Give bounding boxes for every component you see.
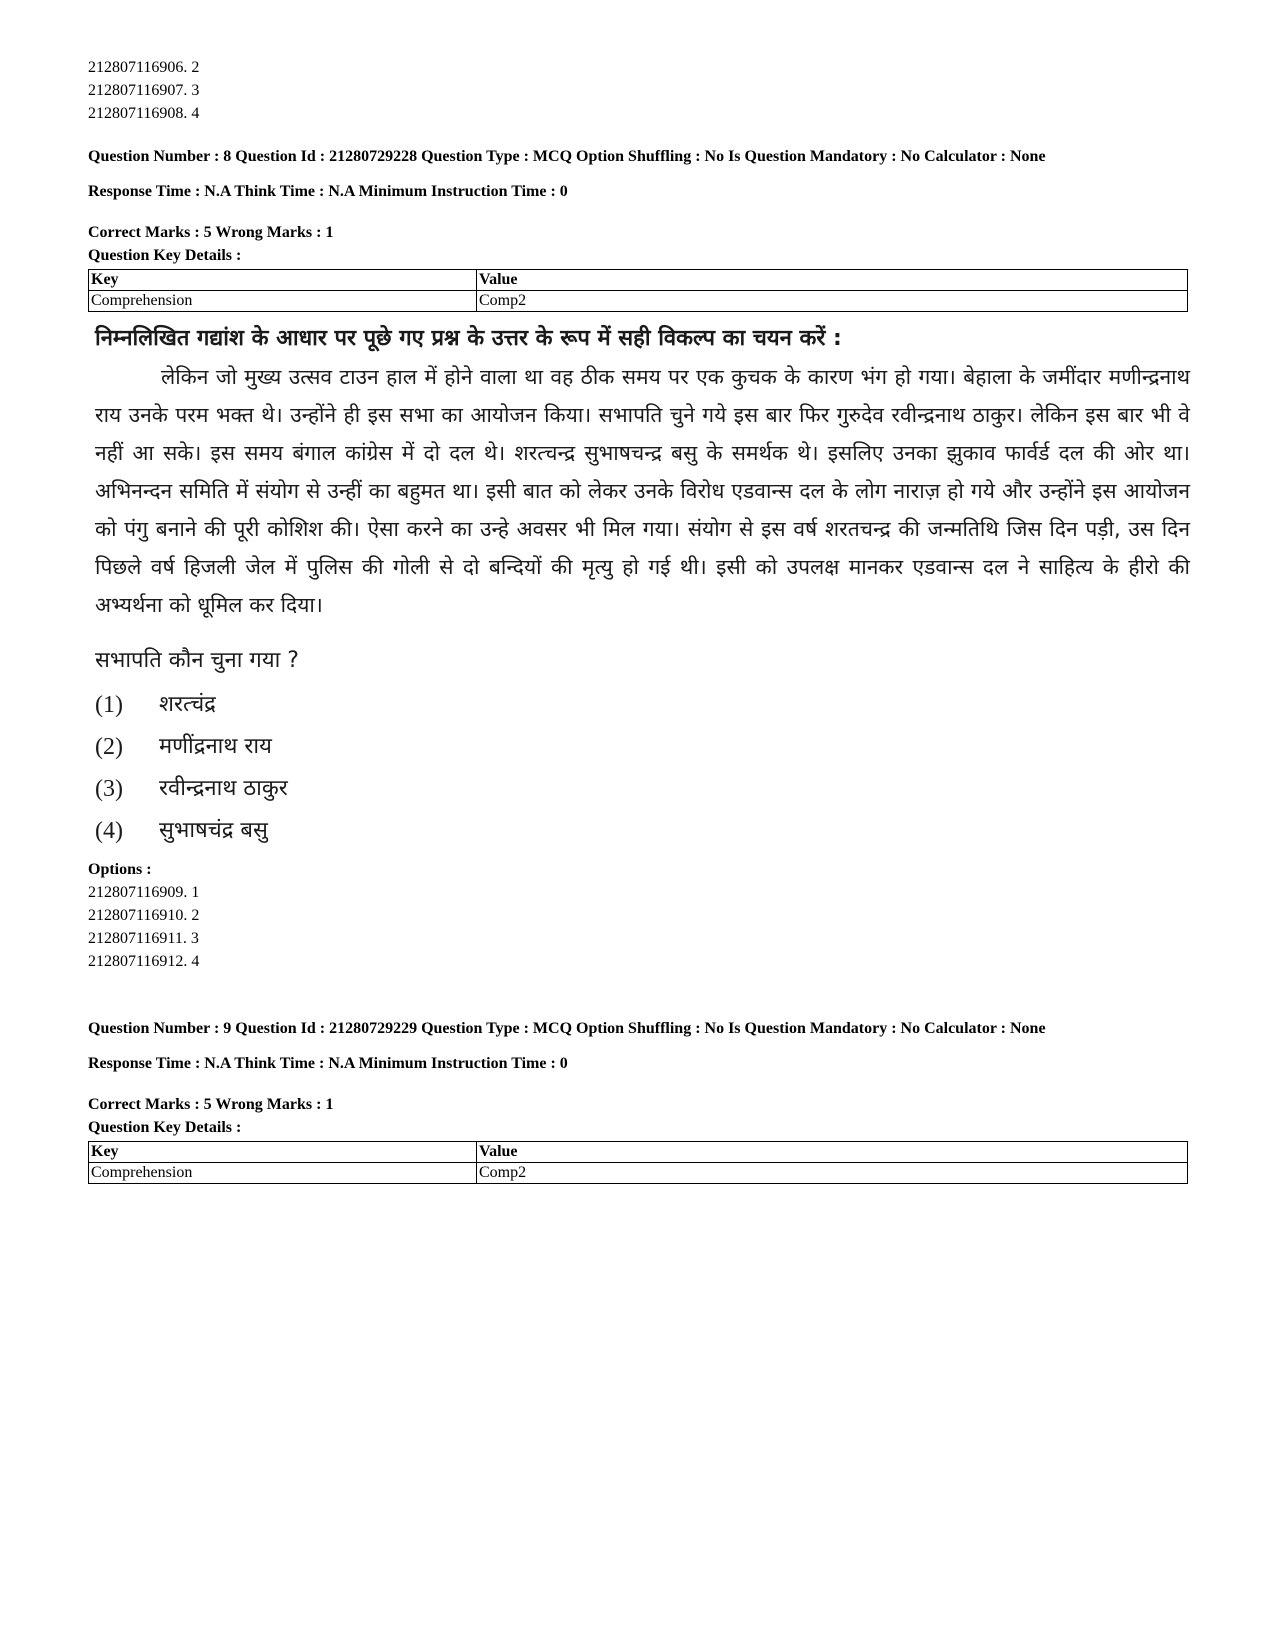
table-header-row (89, 270, 1188, 291)
table-cell-value: Comp2 (477, 1163, 1188, 1184)
option-line: 212807116908. 4 (88, 105, 200, 122)
question-meta-line: Question Number : 8 Question Id : 21280729228 Question Type : MCQ Option Shuffling : No Is Question Mandatory : No Calculator : None (88, 148, 1046, 165)
answer-choice-number: (3) (95, 776, 123, 802)
key-details-table (88, 269, 1188, 312)
table-row (89, 1163, 1188, 1184)
table-header-value: Value (477, 1142, 1188, 1163)
option-line: 212807116910. 2 (88, 907, 200, 924)
answer-choice-text: सुभाषचंद्र बसु (159, 818, 268, 843)
question-9-block (88, 1019, 1188, 1184)
answer-choice (95, 810, 1188, 852)
answer-choice-number: (4) (95, 818, 123, 844)
key-details-label: Question Key Details : (88, 247, 242, 264)
comprehension-passage: लेकिन जो मुख्य उत्सव टाउन हाल में होने वाला था वह ठीक समय पर एक कुचक के कारण भंग हो गया। बेहाला के जमींदार मणीन्द्रनाथ राय उनके परम भक्त थे। उन्होंने ही इस सभा का आयोजन किया। सभापति चुने गये इस बार फिर गुरुदेव रवीन्द्रनाथ ठाकुर। लेकिन इस बार भी वे नहीं आ सके। इस समय बंगाल कांग्रेस में दो दल थे। शरत्चन्द्र सुभाषचन्द्र बसु के समर्थक थे। इसलिए उनका झुकाव फार्वर्ड दल की ओर था। अभिनन्दन समिति में संयोग से उन्हीं का बहुमत था। इसी बात को लेकर उनके विरोध एडवान्स दल के लोग नाराज़ हो गये और उन्होंने इस आयोजन को पंगु बनाने की पूरी कोशिश की। ऐसा करने का उन्हे अवसर भी मिल गया। संयोग से इस वर्ष शरतचन्द्र की जन्मतिथि जिस दिन पड़ी, उस दिन पिछले वर्ष हिजली जेल में पुलिस की गोली से दो बन्दियों की मृत्यु हो गई थी। इसी को उपलक्ष मानकर एडवान्स दल ने साहित्य के हीरो की अभ्यर्थना को धूमिल कर दिया। (95, 365, 1190, 617)
table-header-row (89, 1142, 1188, 1163)
answer-choice (95, 768, 1188, 810)
answer-choice-number: (2) (95, 734, 123, 760)
table-row (89, 291, 1188, 312)
key-details-label: Question Key Details : (88, 1119, 242, 1136)
option-line: 212807116906. 2 (88, 59, 200, 76)
option-line: 212807116907. 3 (88, 82, 200, 99)
answer-choice-number: (1) (95, 692, 123, 718)
question-meta-line: Question Number : 9 Question Id : 21280729229 Question Type : MCQ Option Shuffling : No Is Question Mandatory : No Calculator : None (88, 1020, 1046, 1037)
table-cell-value: Comp2 (477, 291, 1188, 312)
answer-choice-text: रवीन्द्रनाथ ठाकुर (159, 776, 288, 801)
option-line: 212807116911. 3 (88, 930, 199, 947)
question-8-block (88, 147, 1188, 973)
answer-choice-text: शरत्चंद्र (159, 692, 216, 717)
key-details-table (88, 1141, 1188, 1184)
table-header-key: Key (89, 1142, 477, 1163)
answer-choice (95, 684, 1188, 726)
marks-line: Correct Marks : 5 Wrong Marks : 1 (88, 224, 334, 241)
option-line: 212807116912. 4 (88, 953, 200, 970)
options-label: Options : (88, 861, 152, 878)
question-instruction: निम्नलिखित गद्यांश के आधार पर पूछे गए प्रश्न के उत्तर के रूप में सही विकल्प का चयन करें : (95, 326, 842, 351)
question-timing-line: Response Time : N.A Think Time : N.A Minimum Instruction Time : 0 (88, 183, 568, 200)
document-page (88, 56, 1188, 1184)
answer-choice-text: मणींद्रनाथ राय (159, 734, 272, 759)
question-timing-line: Response Time : N.A Think Time : N.A Minimum Instruction Time : 0 (88, 1055, 568, 1072)
marks-line: Correct Marks : 5 Wrong Marks : 1 (88, 1096, 334, 1113)
table-cell-key: Comprehension (89, 1163, 477, 1184)
previous-options-list (88, 56, 1188, 125)
table-header-value: Value (477, 270, 1188, 291)
question-text: सभापति कौन चुना गया ? (95, 648, 299, 673)
question-content (88, 322, 1188, 852)
answer-choice (95, 726, 1188, 768)
table-header-key: Key (89, 270, 477, 291)
option-line: 212807116909. 1 (88, 884, 200, 901)
table-cell-key: Comprehension (89, 291, 477, 312)
